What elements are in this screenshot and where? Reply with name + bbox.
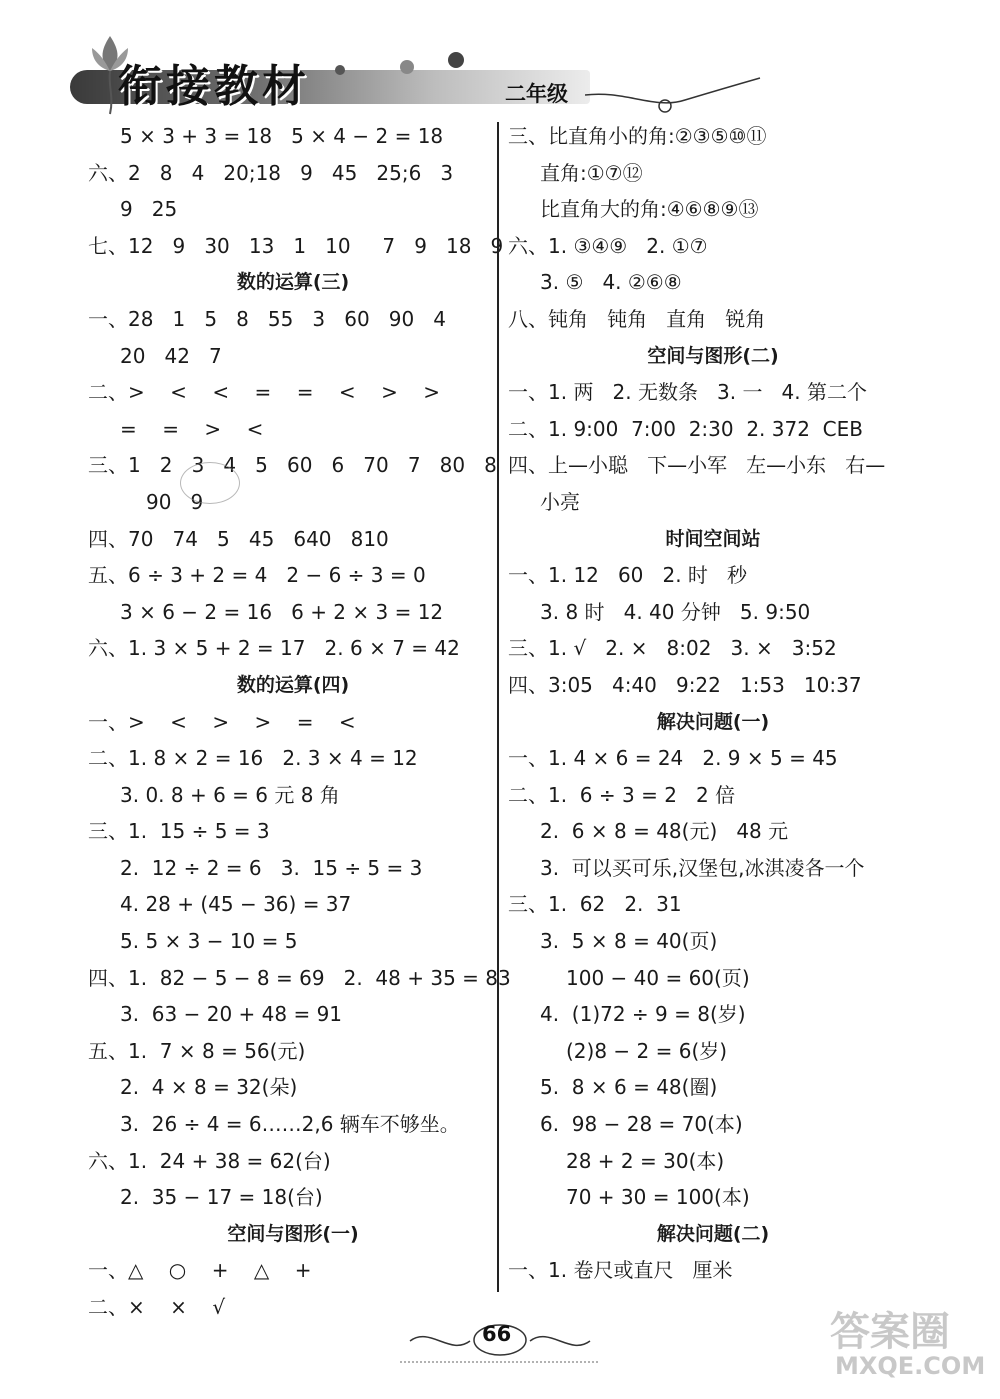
answer-line: 90 9 (146, 489, 204, 514)
answer-line: 100 − 40 = 60(页) (566, 965, 750, 990)
page-header (30, 20, 730, 110)
section-heading: 数的运算(四) (236, 673, 350, 696)
decor-dot (448, 52, 464, 68)
answer-line: 五、6 ÷ 3 + 2 = 4 2 − 6 ÷ 3 = 0 (88, 563, 426, 588)
answer-line: 六、1. ③④⑨ 2. ①⑦ (508, 233, 708, 258)
page-footer (400, 1316, 600, 1366)
answer-line: (2)8 − 2 = 6(岁) (566, 1038, 728, 1063)
answer-line: 四、上—小聪 下—小军 左—小东 右— (508, 453, 886, 478)
answer-line: 四、70 74 5 45 640 810 (88, 526, 389, 551)
answer-line: 六、2 8 4 20;18 9 45 25;6 3 (88, 160, 454, 185)
answer-line: 三、比直角小的角:②③⑤⑩⑪ (508, 124, 767, 148)
right-answer-column (508, 118, 918, 1289)
watermark-url: MXQE.COM (835, 1352, 986, 1380)
decor-dot (400, 60, 414, 74)
section-heading: 解决问题(一) (656, 710, 770, 733)
answer-line: 三、1. 15 ÷ 5 = 3 (88, 819, 270, 844)
answer-line: 3. 26 ÷ 4 = 6……2,6 辆车不够坐。 (120, 1112, 460, 1137)
answer-line: = = > < (120, 416, 264, 441)
answer-line: 八、钝角 钝角 直角 锐角 (508, 306, 766, 331)
answer-line: 六、1. 24 + 38 = 62(台) (88, 1148, 331, 1173)
answer-line: 二、× × √ (88, 1295, 226, 1319)
answer-line: 比直角大的角:④⑥⑧⑨⑬ (540, 197, 759, 222)
answer-line: 一、1. 两 2. 无数条 3. 一 4. 第二个 (508, 380, 867, 405)
answer-line: 28 + 2 = 30(本) (566, 1148, 725, 1173)
answer-line: 七、12 9 30 13 1 10 7 9 18 9 (88, 233, 504, 258)
answer-line: 三、1 2 3 4 5 60 6 70 7 80 8 (88, 453, 497, 478)
answer-line: 70 + 30 = 100(本) (566, 1185, 750, 1210)
answer-line: 4. 28 + (45 − 36) = 37 (120, 892, 352, 917)
answer-line: 三、1. 62 2. 31 (508, 892, 682, 917)
page-number: 66 (482, 1322, 512, 1346)
answer-line: 二、> < < = = < > > (88, 380, 441, 405)
answer-line: 一、1. 12 60 2. 时 秒 (508, 563, 747, 588)
answer-line: 5. 8 × 6 = 48(圈) (540, 1075, 718, 1100)
answer-line: 五、1. 7 × 8 = 56(元) (88, 1038, 306, 1063)
homework-stamp (180, 462, 240, 504)
answer-line: 直角:①⑦⑫ (540, 160, 643, 185)
answer-line: 3. 8 时 4. 40 分钟 5. 9:50 (540, 599, 811, 624)
answer-line: 3. 0. 8 + 6 = 6 元 8 角 (120, 782, 340, 807)
section-heading: 空间与图形(二) (647, 344, 779, 367)
answer-line: 2. 4 × 8 = 32(朵) (120, 1075, 298, 1100)
grade-label: 二年级 (505, 82, 568, 106)
answer-line: 二、1. 6 ÷ 3 = 2 2 倍 (508, 782, 736, 807)
answer-line: 20 42 7 (120, 343, 222, 368)
answer-line: 一、1. 4 × 6 = 24 2. 9 × 5 = 45 (508, 746, 838, 771)
decor-dot (335, 65, 345, 75)
answer-line: 一、1. 卷尺或直尺 厘米 (508, 1258, 733, 1283)
answer-line: 一、△ ○ + △ + (88, 1258, 312, 1283)
section-heading: 解决问题(二) (656, 1222, 770, 1245)
answer-line: 一、28 1 5 8 55 3 60 90 4 (88, 306, 446, 331)
swirl-ornament-icon (585, 70, 765, 120)
answer-line: 3. ⑤ 4. ②⑥⑧ (540, 270, 682, 295)
column-divider (497, 122, 499, 1292)
answer-line: 6. 98 − 28 = 70(本) (540, 1112, 743, 1137)
book-title: 衔接教材 (118, 61, 310, 112)
watermark-brand: 答案圈 (830, 1309, 950, 1355)
answer-line: 3 × 6 − 2 = 16 6 + 2 × 3 = 12 (120, 599, 444, 624)
answer-line: 9 25 (120, 197, 178, 222)
answer-line: 四、1. 82 − 5 − 8 = 69 2. 48 + 35 = 83 (88, 965, 511, 990)
answer-line: 2. 12 ÷ 2 = 6 3. 15 ÷ 5 = 3 (120, 855, 423, 880)
answer-line: 小亮 (540, 489, 580, 514)
answer-line: 2. 35 − 17 = 18(台) (120, 1185, 323, 1210)
answer-line: 三、1. √ 2. × 8:02 3. × 3:52 (508, 636, 837, 661)
answer-line: 一、> < > > = < (88, 709, 356, 734)
answer-line: 5. 5 × 3 − 10 = 5 (120, 929, 298, 954)
answer-line: 2. 6 × 8 = 48(元) 48 元 (540, 819, 789, 844)
answer-line: 六、1. 3 × 5 + 2 = 17 2. 6 × 7 = 42 (88, 636, 460, 661)
answer-line: 3. 可以买可乐,汉堡包,冰淇凌各一个 (540, 855, 865, 880)
left-answer-column (88, 118, 511, 1326)
answer-line: 3. 5 × 8 = 40(页) (540, 929, 718, 954)
answer-line: 3. 63 − 20 + 48 = 91 (120, 1002, 343, 1027)
answer-line: 5 × 3 + 3 = 18 5 × 4 − 2 = 18 (120, 124, 444, 148)
section-heading: 空间与图形(一) (227, 1222, 359, 1245)
section-heading: 时间空间站 (665, 527, 761, 550)
answer-line: 4. (1)72 ÷ 9 = 8(岁) (540, 1002, 746, 1027)
answer-line: 四、3:05 4:40 9:22 1:53 10:37 (508, 672, 862, 697)
answer-line: 二、1. 8 × 2 = 16 2. 3 × 4 = 12 (88, 746, 418, 771)
section-heading: 数的运算(三) (236, 271, 350, 294)
answer-line: 二、1. 9:00 7:00 2:30 2. 372 CEB (508, 416, 863, 441)
